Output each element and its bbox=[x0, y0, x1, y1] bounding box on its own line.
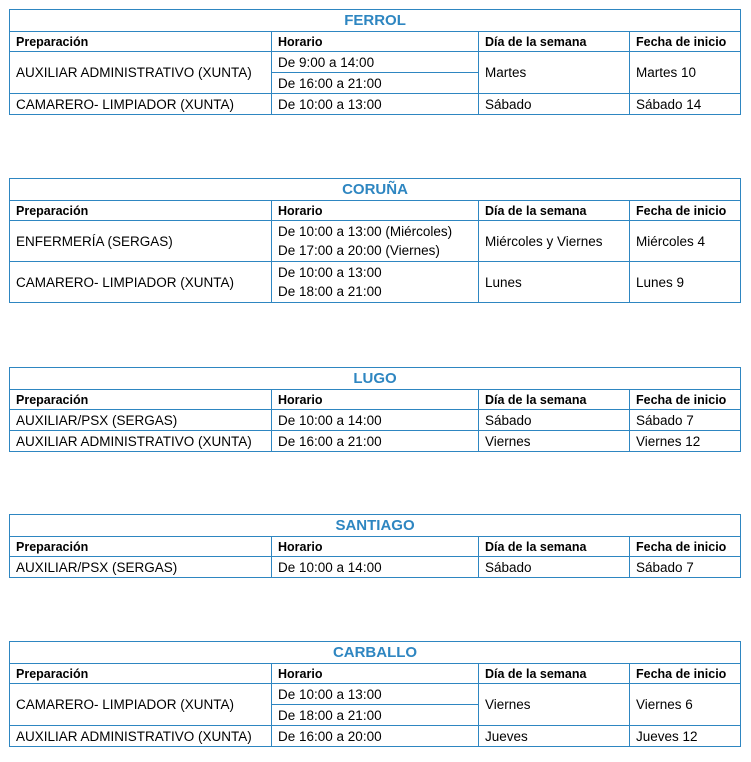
cell-horario: De 16:00 a 21:00 bbox=[272, 431, 479, 452]
header-dia: Día de la semana bbox=[479, 390, 630, 410]
santiago-table bbox=[9, 514, 741, 578]
cell-preparacion: CAMARERO- LIMPIADOR (XUNTA) bbox=[10, 684, 272, 726]
cell-horario bbox=[272, 221, 479, 262]
cell-horario: De 16:00 a 21:00 bbox=[272, 73, 479, 94]
cell-fecha: Sábado 7 bbox=[630, 410, 741, 431]
header-horario: Horario bbox=[272, 664, 479, 684]
header-fecha: Fecha de inicio bbox=[630, 537, 741, 557]
header-fecha: Fecha de inicio bbox=[630, 201, 741, 221]
cell-dia: Viernes bbox=[479, 684, 630, 726]
table-title: SANTIAGO bbox=[10, 515, 741, 537]
cell-preparacion: AUXILIAR ADMINISTRATIVO (XUNTA) bbox=[10, 431, 272, 452]
header-horario: Horario bbox=[272, 537, 479, 557]
cell-preparacion: AUXILIAR ADMINISTRATIVO (XUNTA) bbox=[10, 52, 272, 94]
header-dia: Día de la semana bbox=[479, 537, 630, 557]
header-preparacion: Preparación bbox=[10, 201, 272, 221]
header-dia: Día de la semana bbox=[479, 32, 630, 52]
header-preparacion: Preparación bbox=[10, 32, 272, 52]
horario-line: De 10:00 a 13:00 (Miércoles) bbox=[278, 224, 453, 239]
cell-fecha: Viernes 6 bbox=[630, 684, 741, 726]
cell-horario: De 18:00 a 21:00 bbox=[272, 705, 479, 726]
cell-preparacion: CAMARERO- LIMPIADOR (XUNTA) bbox=[10, 94, 272, 115]
cell-dia: Sábado bbox=[479, 94, 630, 115]
lugo-table bbox=[9, 367, 741, 452]
cell-fecha: Jueves 12 bbox=[630, 726, 741, 747]
header-dia: Día de la semana bbox=[479, 664, 630, 684]
cell-preparacion: ENFERMERÍA (SERGAS) bbox=[10, 221, 272, 262]
header-preparacion: Preparación bbox=[10, 537, 272, 557]
horario-line: De 18:00 a 21:00 bbox=[278, 284, 382, 299]
header-horario: Horario bbox=[272, 390, 479, 410]
header-fecha: Fecha de inicio bbox=[630, 390, 741, 410]
cell-fecha: Martes 10 bbox=[630, 52, 741, 94]
cell-fecha: Viernes 12 bbox=[630, 431, 741, 452]
cell-dia: Sábado bbox=[479, 410, 630, 431]
cell-fecha: Sábado 14 bbox=[630, 94, 741, 115]
cell-horario: De 16:00 a 20:00 bbox=[272, 726, 479, 747]
carballo-table bbox=[9, 641, 741, 747]
header-preparacion: Preparación bbox=[10, 664, 272, 684]
cell-horario: De 10:00 a 14:00 bbox=[272, 557, 479, 578]
header-fecha: Fecha de inicio bbox=[630, 664, 741, 684]
cell-horario: De 10:00 a 13:00 bbox=[272, 684, 479, 705]
horario-line: De 10:00 a 13:00 bbox=[278, 265, 382, 280]
cell-preparacion: AUXILIAR/PSX (SERGAS) bbox=[10, 557, 272, 578]
header-horario: Horario bbox=[272, 201, 479, 221]
cell-fecha: Lunes 9 bbox=[630, 262, 741, 303]
cell-dia: Sábado bbox=[479, 557, 630, 578]
cell-dia: Martes bbox=[479, 52, 630, 94]
cell-dia: Miércoles y Viernes bbox=[479, 221, 630, 262]
cell-preparacion: AUXILIAR ADMINISTRATIVO (XUNTA) bbox=[10, 726, 272, 747]
cell-preparacion: CAMARERO- LIMPIADOR (XUNTA) bbox=[10, 262, 272, 303]
cell-fecha: Miércoles 4 bbox=[630, 221, 741, 262]
table-title: CARBALLO bbox=[10, 642, 741, 664]
cell-horario: De 10:00 a 13:00 bbox=[272, 94, 479, 115]
cell-dia: Lunes bbox=[479, 262, 630, 303]
cell-horario bbox=[272, 262, 479, 303]
cell-horario: De 10:00 a 14:00 bbox=[272, 410, 479, 431]
table-title: LUGO bbox=[10, 368, 741, 390]
header-fecha: Fecha de inicio bbox=[630, 32, 741, 52]
header-horario: Horario bbox=[272, 32, 479, 52]
cell-preparacion: AUXILIAR/PSX (SERGAS) bbox=[10, 410, 272, 431]
cell-dia: Jueves bbox=[479, 726, 630, 747]
header-dia: Día de la semana bbox=[479, 201, 630, 221]
ferrol-table bbox=[9, 9, 741, 115]
cell-dia: Viernes bbox=[479, 431, 630, 452]
table-title: CORUÑA bbox=[10, 179, 741, 201]
coruna-table bbox=[9, 178, 741, 303]
cell-fecha: Sábado 7 bbox=[630, 557, 741, 578]
header-preparacion: Preparación bbox=[10, 390, 272, 410]
horario-line: De 17:00 a 20:00 (Viernes) bbox=[278, 243, 440, 258]
cell-horario: De 9:00 a 14:00 bbox=[272, 52, 479, 73]
table-title: FERROL bbox=[10, 10, 741, 32]
